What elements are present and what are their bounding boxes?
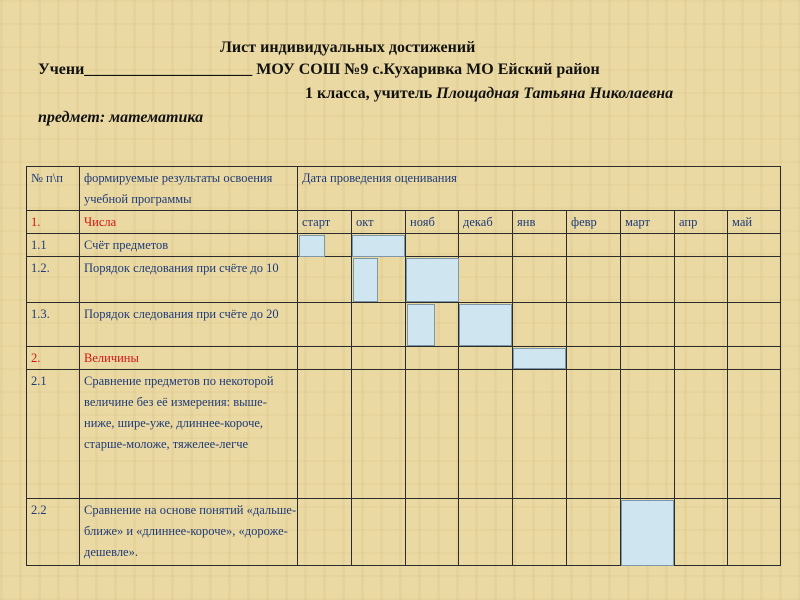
header-num: № п\п bbox=[26, 166, 80, 211]
date-cell bbox=[352, 303, 406, 347]
achievement-table bbox=[26, 166, 781, 566]
date-cell bbox=[406, 370, 459, 499]
assessed-cell-highlight bbox=[406, 258, 459, 302]
month-header: декаб bbox=[459, 211, 513, 234]
row-number: 1. bbox=[26, 211, 80, 234]
class-label: 1 класса, учитель bbox=[305, 85, 437, 102]
assessed-cell-highlight bbox=[513, 348, 566, 369]
row-number: 1.1 bbox=[26, 234, 80, 257]
date-cell bbox=[459, 257, 513, 303]
month-header: февр bbox=[567, 211, 621, 234]
row-number: 1.2. bbox=[26, 257, 80, 303]
subject-line: предмет: математика bbox=[38, 109, 204, 126]
date-cell bbox=[513, 499, 567, 566]
date-cell bbox=[621, 370, 675, 499]
row-number: 2. bbox=[26, 347, 80, 370]
date-cell bbox=[621, 347, 675, 370]
sheet-title: Лист индивидуальных достижений bbox=[220, 39, 476, 56]
month-header: май bbox=[728, 211, 781, 234]
month-header: март bbox=[621, 211, 675, 234]
date-cell bbox=[298, 370, 352, 499]
date-cell bbox=[352, 347, 406, 370]
date-cell bbox=[728, 499, 781, 566]
date-cell bbox=[675, 234, 728, 257]
row-number: 2.1 bbox=[26, 370, 80, 499]
header-results: формируемые результаты освоения учебной программы bbox=[80, 166, 298, 211]
assessed-cell-highlight bbox=[352, 235, 405, 257]
header-date: Дата проведения оценивания bbox=[298, 166, 781, 211]
date-cell bbox=[298, 347, 352, 370]
date-cell bbox=[567, 370, 621, 499]
month-header: нояб bbox=[406, 211, 459, 234]
date-cell bbox=[459, 347, 513, 370]
date-cell bbox=[513, 370, 567, 499]
row-label: Сравнение на основе понятий «дальше-ближе» и «длиннее-короче», «дороже-дешевле». bbox=[80, 499, 298, 566]
date-cell bbox=[675, 499, 728, 566]
date-cell bbox=[675, 370, 728, 499]
date-cell bbox=[406, 499, 459, 566]
date-cell bbox=[298, 303, 352, 347]
date-cell bbox=[406, 234, 459, 257]
row-number: 1.3. bbox=[26, 303, 80, 347]
month-header: окт bbox=[352, 211, 406, 234]
date-cell bbox=[459, 370, 513, 499]
assessed-cell-highlight bbox=[407, 304, 435, 346]
row-label: Счёт предметов bbox=[80, 234, 298, 257]
date-cell bbox=[567, 347, 621, 370]
date-cell bbox=[567, 257, 621, 303]
row-label: Числа bbox=[80, 211, 298, 234]
date-cell bbox=[352, 499, 406, 566]
date-cell bbox=[406, 347, 459, 370]
date-cell bbox=[352, 370, 406, 499]
date-cell bbox=[728, 347, 781, 370]
date-cell bbox=[567, 234, 621, 257]
date-cell bbox=[621, 303, 675, 347]
teacher-name: Площадная Татьяна Николаевна bbox=[436, 85, 674, 102]
date-cell bbox=[459, 499, 513, 566]
row-label: Величины bbox=[80, 347, 298, 370]
date-cell bbox=[298, 257, 352, 303]
assessed-cell-highlight bbox=[353, 258, 378, 302]
date-cell bbox=[459, 234, 513, 257]
assessed-cell-highlight bbox=[459, 304, 512, 346]
date-cell bbox=[621, 234, 675, 257]
date-cell bbox=[513, 234, 567, 257]
date-cell bbox=[567, 303, 621, 347]
date-cell bbox=[728, 370, 781, 499]
row-label: Сравнение предметов по некоторой величине без её измерения: выше-ниже, шире-уже, длиннее-короче, старше-моложе, тяжелее-легче bbox=[80, 370, 298, 499]
class-teacher-line bbox=[305, 84, 673, 104]
date-cell bbox=[567, 499, 621, 566]
row-label: Порядок следования при счёте до 20 bbox=[80, 303, 298, 347]
row-number: 2.2 bbox=[26, 499, 80, 566]
row-label: Порядок следования при счёте до 10 bbox=[80, 257, 298, 303]
date-cell bbox=[675, 257, 728, 303]
date-cell bbox=[675, 303, 728, 347]
date-cell bbox=[513, 303, 567, 347]
assessed-cell-highlight bbox=[299, 235, 325, 257]
date-cell bbox=[728, 303, 781, 347]
date-cell bbox=[621, 257, 675, 303]
month-header: старт bbox=[298, 211, 352, 234]
month-header: янв bbox=[513, 211, 567, 234]
date-cell bbox=[298, 499, 352, 566]
date-cell bbox=[675, 347, 728, 370]
date-cell bbox=[728, 234, 781, 257]
student-school-line: Учени_____________________ МОУ СОШ №9 с.Кухаривка МО Ейский район bbox=[38, 61, 600, 78]
month-header: апр bbox=[675, 211, 728, 234]
date-cell bbox=[728, 257, 781, 303]
date-cell bbox=[513, 257, 567, 303]
assessed-cell-highlight bbox=[621, 500, 674, 566]
